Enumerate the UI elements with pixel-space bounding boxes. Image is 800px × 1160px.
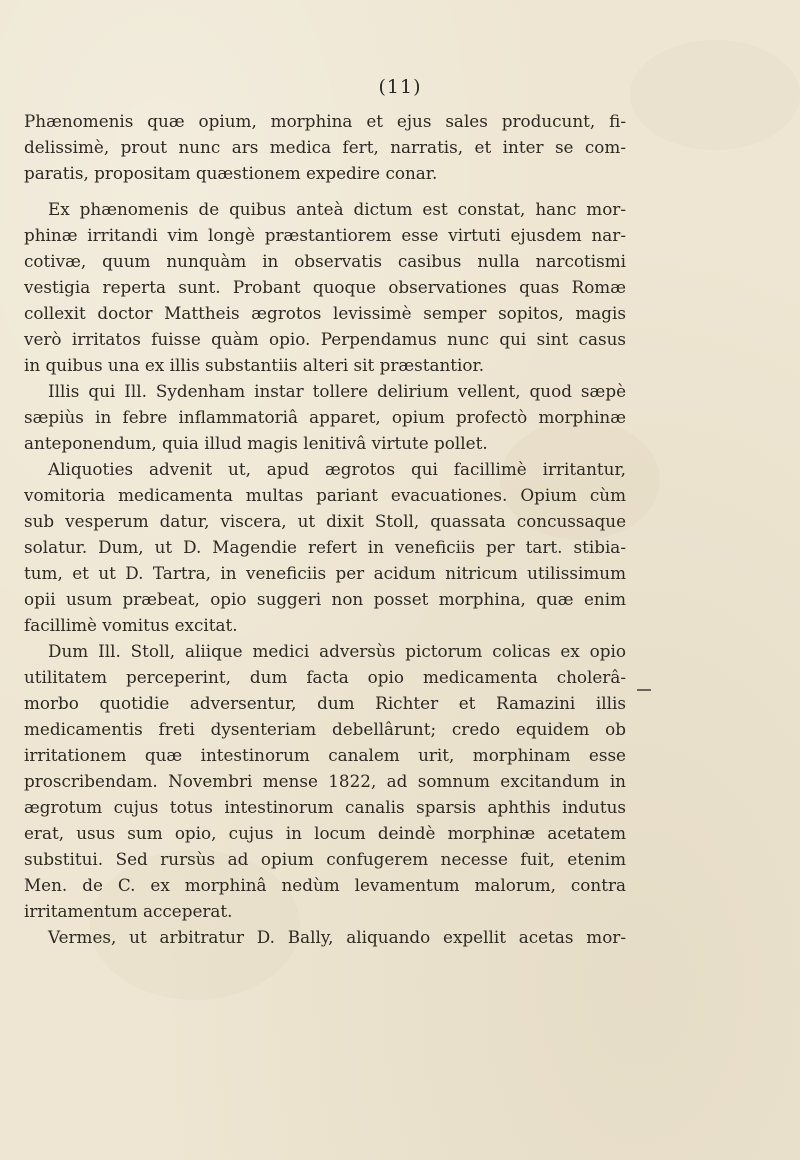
text-line: vomitoria medicamenta multas pariant evacuationes. Opium cùm	[24, 485, 626, 505]
text-line: tum, et ut D. Tartra, in veneficiis per acidum nitricum utilissimum	[24, 563, 626, 583]
text-line: sub vesperum datur, viscera, ut dixit Stoll, quassata concussaque	[24, 511, 626, 531]
text-line: morbo quotidie adversentur, dum Richter et Ramazini illis	[24, 693, 626, 713]
text-line: ægrotum cujus totus intestinorum canalis sparsis aphthis indutus	[24, 797, 626, 817]
text-line: solatur. Dum, ut D. Magendie refert in veneficiis per tart. stibia-	[24, 537, 626, 557]
text-line: substitui. Sed rursùs ad opium confugerem necesse fuit, etenim	[24, 849, 626, 869]
text-line: Ex phænomenis de quibus anteà dictum est constat, hanc mor-	[48, 199, 626, 219]
text-line: cotivæ, quum nunquàm in observatis casibus nulla narcotismi	[24, 251, 626, 271]
text-line: Dum Ill. Stoll, aliique medici adversùs pictorum colicas ex opio	[48, 641, 626, 661]
text-line: Men. de C. ex morphinâ nedùm levamentum malorum, contra	[24, 875, 626, 895]
text-line: Illis qui Ill. Sydenham instar tollere delirium vellent, quod sæpè	[48, 381, 626, 401]
page-number: (11)	[378, 76, 422, 98]
text-line: Aliquoties advenit ut, apud ægrotos qui facillimè irritantur,	[48, 459, 626, 479]
text-line: phinæ irritandi vim longè præstantiorem esse virtuti ejusdem nar-	[24, 225, 626, 245]
text-line: erat, usus sum opio, cujus in locum deindè morphinæ acetatem	[24, 823, 626, 843]
text-line: medicamentis freti dysenteriam debellârunt; credo equidem ob	[24, 719, 626, 739]
body-text	[24, 108, 626, 950]
text-line: irritamentum acceperat.	[24, 901, 233, 921]
text-line: facillimè vomitus excitat.	[24, 615, 238, 635]
text-line: opii usum præbeat, opio suggeri non posset morphina, quæ enim	[24, 589, 626, 609]
text-line: vestigia reperta sunt. Probant quoque observationes quas Romæ	[24, 277, 626, 297]
text-line: sæpiùs in febre inflammatoriâ apparet, opium profectò morphinæ	[24, 407, 626, 427]
text-line: anteponendum, quia illud magis lenitivâ virtute pollet.	[24, 433, 488, 453]
margin-dash-mark	[637, 689, 651, 691]
text-line: collexit doctor Mattheis ægrotos levissimè semper sopitos, magis	[24, 303, 626, 323]
text-line: Phænomenis quæ opium, morphina et ejus sales producunt, fi-	[24, 111, 626, 131]
text-line: irritationem quæ intestinorum canalem urit, morphinam esse	[24, 745, 626, 765]
text-line: verò irritatos fuisse quàm opio. Perpendamus nunc qui sint casus	[24, 329, 626, 349]
text-line: paratis, propositam quæstionem expedire conar.	[24, 163, 438, 183]
text-line: proscribendam. Novembri mense 1822, ad somnum excitandum in	[24, 771, 626, 791]
text-line: Vermes, ut arbitratur D. Bally, aliquando expellit acetas mor-	[48, 927, 626, 947]
text-line: in quibus una ex illis substantiis alteri sit præstantior.	[24, 355, 485, 375]
text-line: delissimè, prout nunc ars medica fert, narratis, et inter se com-	[24, 137, 626, 157]
paragraph-gap	[24, 186, 626, 196]
text-line: utilitatem perceperint, dum facta opio medicamenta cholerâ-	[24, 667, 626, 687]
